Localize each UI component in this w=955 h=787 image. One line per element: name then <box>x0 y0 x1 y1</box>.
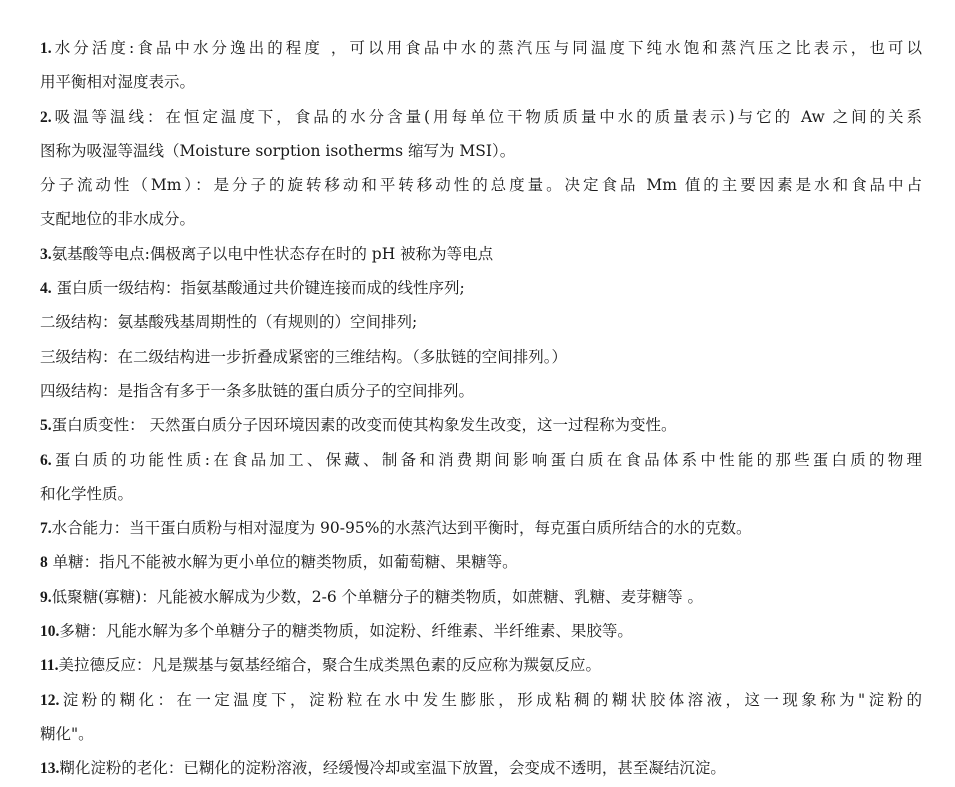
text-line <box>40 168 922 202</box>
line-text: 水合能力：当干蛋白质粉与相对湿度为 90-95%的水蒸汽达到平衡时，每克蛋白质所结合的水的克数。 <box>51 519 752 538</box>
text-line <box>40 580 922 614</box>
item-number: 1. <box>40 40 52 57</box>
line-text: 吸温等温线：在恒定温度下，食品的水分含量(用每单位干物质质量中水的质量表示)与它的 Aw 之间的关系 <box>51 107 922 126</box>
item-number: 7. <box>40 520 52 538</box>
text-line <box>40 477 922 511</box>
line-text: 糊化"。 <box>40 724 94 743</box>
item-number: 12. <box>40 691 60 709</box>
item-number: 11. <box>40 657 59 675</box>
item-number: 9. <box>40 588 52 606</box>
text-line <box>40 340 922 374</box>
line-text: 图称为吸湿等温线（Moisture sorption isotherms 缩写为 MSI）。 <box>40 141 516 160</box>
line-text: 糊化淀粉的老化：已糊化的淀粉溶液，经缓慢冷却或室温下放置，会变成不透明，甚至凝结沉淀。 <box>59 759 726 778</box>
item-number: 4. <box>40 280 52 298</box>
text-line <box>40 65 922 99</box>
text-line <box>40 305 922 339</box>
line-text: 四级结构：是指含有多于一条多肽链的蛋白质分子的空间排列。 <box>40 381 475 400</box>
line-text: 氨基酸等电点:偶极离子以电中性状态存在时的 pH 被称为等电点 <box>51 244 494 263</box>
text-line <box>40 511 922 545</box>
line-text: 支配地位的非水成分。 <box>40 210 196 229</box>
text-line <box>40 31 922 65</box>
item-number: 6. <box>40 451 52 469</box>
item-number: 10. <box>40 623 60 641</box>
line-text: 和化学性质。 <box>40 484 134 503</box>
item-number: 5. <box>40 417 52 435</box>
line-text: 蛋白质的功能性质:在食品加工、保藏、制备和消费期间影响蛋白质在食品体系中性能的那些蛋白质的物理 <box>51 450 922 469</box>
item-number: 8 <box>40 554 48 572</box>
document-body <box>40 31 922 786</box>
text-line <box>40 202 922 236</box>
line-text: 多糖：凡能水解为多个单糖分子的糖类物质，如淀粉、纤维素、半纤维素、果胶等。 <box>59 622 633 641</box>
text-line <box>40 134 922 168</box>
line-text: 二级结构：氨基酸残基周期性的（有规则的）空间排列; <box>40 313 418 332</box>
text-line <box>40 648 922 682</box>
line-text: 三级结构：在二级结构进一步折叠成紧密的三维结构。（多肽链的空间排列。） <box>40 347 568 366</box>
line-text: 蛋白质变性： 天然蛋白质分子因环境因素的改变而使其构象发生改变，这一过程称为变性。 <box>51 416 677 435</box>
text-line <box>40 374 922 408</box>
line-text: 淀粉的糊化：在一定温度下，淀粉粒在水中发生膨胀，形成粘稠的糊状胶体溶液，这一现象称为"淀粉的 <box>59 690 922 709</box>
item-number: 3. <box>40 245 52 263</box>
line-text: 低聚糖(寡糖)：凡能被水解成为少数，2-6 个单糖分子的糖类物质，如蔗糖、乳糖、麦芽糖等 。 <box>51 587 704 606</box>
line-text: 用平衡相对湿度表示。 <box>40 73 196 92</box>
text-line <box>40 443 922 477</box>
text-line <box>40 545 922 579</box>
line-text: 分子流动性（Mm）：是分子的旋转移动和平转移动性的总度量。决定食品 Mm 值的主要因素是水和食品中占 <box>40 176 922 195</box>
text-line <box>40 237 922 271</box>
text-line <box>40 100 922 134</box>
line-text: 水分活度:食品中水分逸出的程度 ，可以用食品中水的蒸汽压与同温度下纯水饱和蒸汽压之比表示，也可以 <box>51 39 922 57</box>
line-text: 蛋白质一级结构：指氨基酸通过共价键连接而成的线性序列; <box>51 279 465 298</box>
item-number: 2. <box>40 108 52 126</box>
text-line <box>40 408 922 442</box>
item-number: 13. <box>40 760 60 778</box>
text-line <box>40 717 922 751</box>
text-line <box>40 751 922 785</box>
line-text: 美拉德反应：凡是羰基与氨基经缩合，聚合生成类黑色素的反应称为羰氨反应。 <box>58 656 602 675</box>
text-line <box>40 683 922 717</box>
text-line <box>40 614 922 648</box>
line-text: 单糖：指凡不能被水解为更小单位的糖类物质，如葡萄糖、果糖等。 <box>47 553 518 572</box>
text-line <box>40 271 922 305</box>
